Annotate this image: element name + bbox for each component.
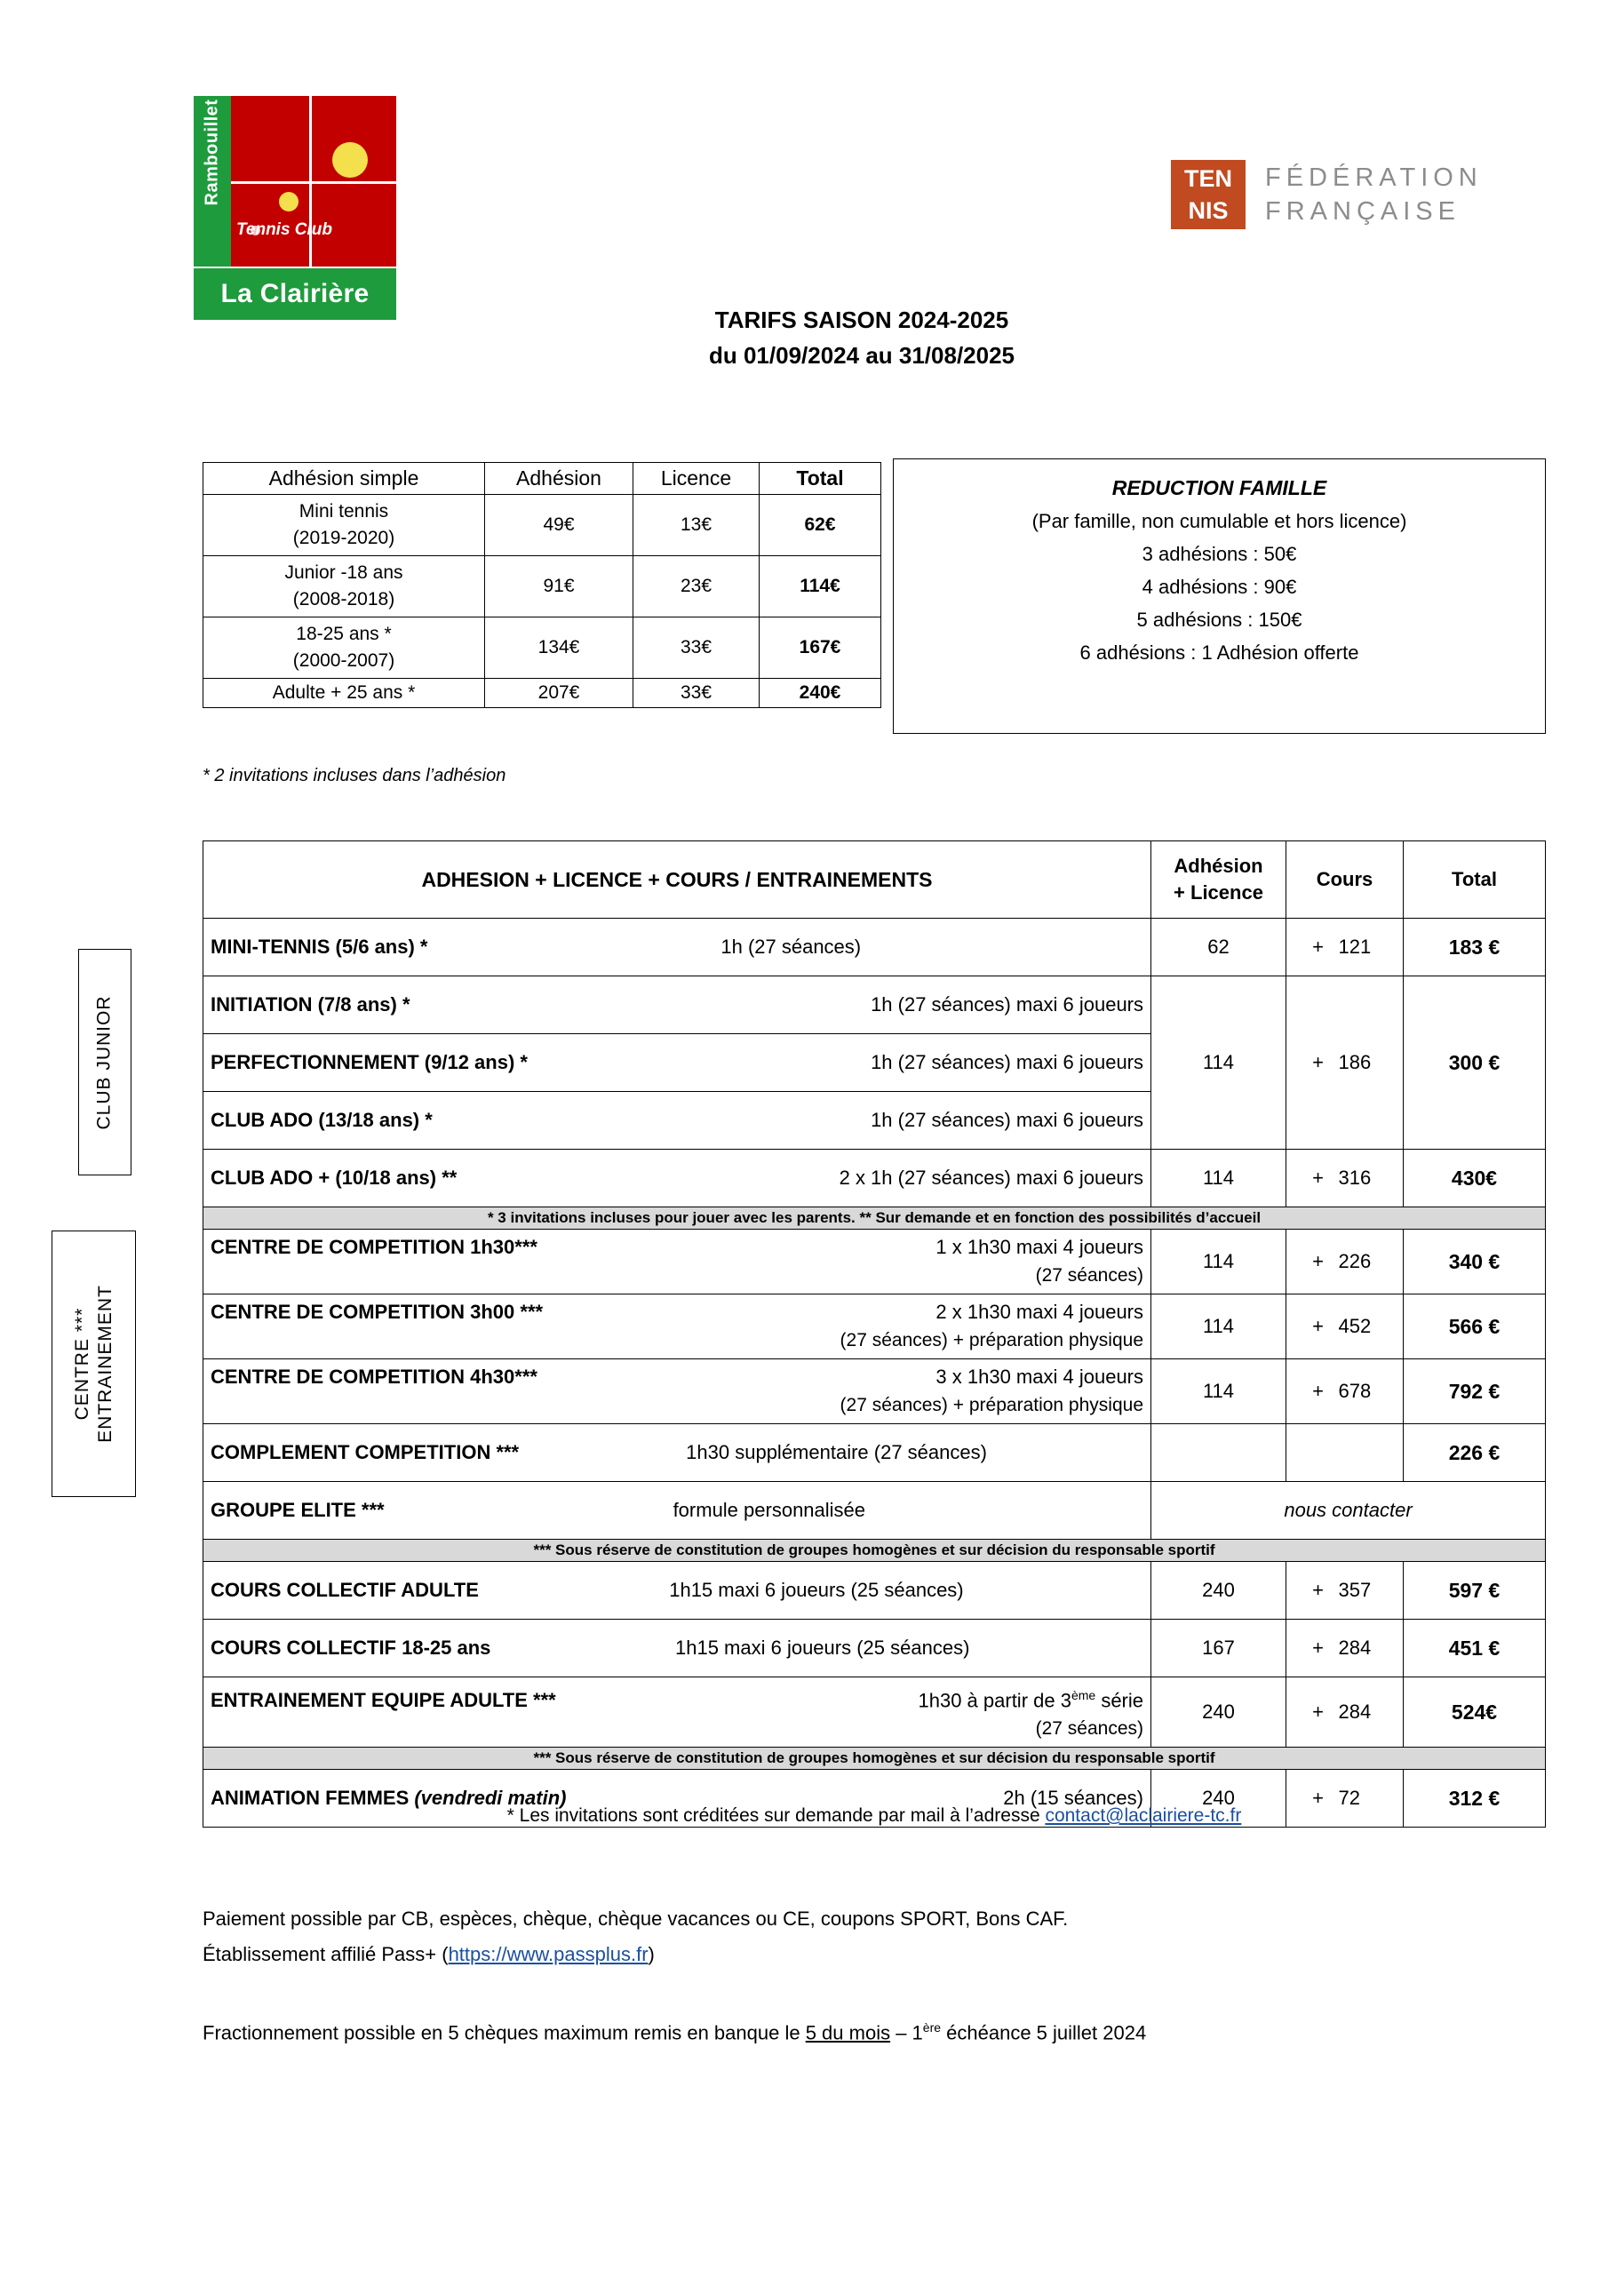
row-detail-line1: 3 x 1h30 maxi 4 joueurs	[935, 1366, 1143, 1388]
cell-adhesion-licence: 240	[1151, 1770, 1286, 1828]
cell-adhesion-licence: 62	[1151, 919, 1286, 976]
row-detail-line1	[919, 1681, 1144, 1715]
cell-total: 240€	[760, 679, 881, 708]
installments-text-a: Fractionnement possible en 5 chèques maximum remis en banque le	[203, 2021, 806, 2044]
family-discount-line-3: 3 adhésions : 50€	[1142, 543, 1297, 565]
cell-cours	[1286, 1150, 1404, 1207]
note-adulte: *** Sous réserve de constitution de groupes homogènes et sur décision du responsable sportif	[203, 1748, 1546, 1770]
cell-adhesion: 134€	[485, 617, 633, 679]
row-detail-line2: (27 séances) + préparation physique	[840, 1330, 1143, 1350]
cours-value: 284	[1338, 1637, 1372, 1659]
cell-cours	[1286, 1230, 1404, 1294]
row-detail: 2 x 1h (27 séances) maxi 6 joueurs	[839, 1167, 1143, 1189]
header-adhesion: Adhésion	[485, 463, 633, 495]
page-title	[382, 302, 1341, 373]
row-cours-collectif-adulte	[203, 1562, 1151, 1620]
fft-logo-text-line1: FÉDÉRATION	[1265, 163, 1483, 192]
cell-cours	[1286, 1359, 1404, 1424]
table-row	[203, 976, 1546, 1034]
header-adhesion-licence-line2: + Licence	[1174, 881, 1263, 904]
installments-text-b: – 1	[890, 2021, 923, 2044]
row-detail: 2h (15 séances)	[1003, 1787, 1143, 1810]
centre-label-line2: ENTRAINEMENT	[94, 1285, 115, 1443]
cell-adhesion: 49€	[485, 495, 633, 556]
installments-line	[203, 2010, 1535, 2051]
cell-adhesion: 207€	[485, 679, 633, 708]
row-detail-line1: 2 x 1h30 maxi 4 joueurs	[935, 1301, 1143, 1323]
cell-total: 167€	[760, 617, 881, 679]
cell-licence: 23€	[633, 556, 760, 617]
cell-adhesion-licence: 114	[1151, 1294, 1286, 1359]
row-label: CENTRE DE COMPETITION 4h30***	[211, 1366, 537, 1388]
row-label-line2: (2019-2020)	[292, 528, 395, 548]
row-label-text: ANIMATION FEMMES	[211, 1787, 415, 1810]
table-row	[203, 1424, 1546, 1482]
fft-logo-text-line2: FRANÇAISE	[1265, 197, 1461, 226]
cell-adhesion-licence: 114	[1151, 1230, 1286, 1294]
row-complement-competition	[203, 1424, 1151, 1482]
cell-cours	[1286, 919, 1404, 976]
cell-adhesion-licence: 114	[1151, 976, 1286, 1150]
installments-superscript: ère	[922, 2020, 942, 2035]
table-row	[203, 495, 881, 556]
centre-label-line1: CENTRE ***	[71, 1307, 92, 1421]
cell-total: 62€	[760, 495, 881, 556]
payment-line-2-prefix: Établissement affilié Pass+ (	[203, 1943, 449, 1965]
fft-logo-mark-line2: NIS	[1188, 197, 1229, 224]
row-club-ado-plus	[203, 1150, 1151, 1207]
cell-cours	[1286, 1424, 1404, 1482]
cell-total: 524€	[1404, 1677, 1546, 1748]
row-perfectionnement	[203, 1034, 1151, 1092]
cell-cours	[1286, 1677, 1404, 1748]
cell-total: 183 €	[1404, 919, 1546, 976]
cell-contact-note: nous contacter	[1151, 1482, 1546, 1540]
payment-line-2	[203, 1937, 1535, 1972]
plus-sign: +	[1312, 1637, 1324, 1659]
cell-total: 566 €	[1404, 1294, 1546, 1359]
tennis-ball-icon	[332, 142, 368, 178]
payment-line-1: Paiement possible par CB, espèces, chèque, chèque vacances ou CE, coupons SPORT, Bons CAF.	[203, 1908, 1069, 1930]
row-label-18-25	[203, 617, 485, 679]
club-logo-court	[194, 96, 396, 267]
header-total: Total	[760, 463, 881, 495]
family-discount-title: REDUCTION FAMILLE	[1111, 476, 1327, 499]
cell-total: 451 €	[1404, 1620, 1546, 1677]
table-header-row	[203, 463, 881, 495]
note-junior: * 3 invitations incluses pour jouer avec les parents. ** Sur demande et en fonction des possibilités d’accueil	[203, 1207, 1546, 1230]
document-header	[0, 0, 1624, 369]
cours-value: 316	[1338, 1167, 1372, 1189]
section-label-centre-entrainement	[52, 1231, 136, 1497]
plus-sign: +	[1312, 1579, 1324, 1601]
row-detail: 1h15 maxi 6 joueurs (25 séances)	[674, 1637, 970, 1659]
table-row	[203, 1482, 1546, 1540]
row-label-line1: Mini tennis	[299, 501, 389, 522]
cell-licence: 13€	[633, 495, 760, 556]
row-cours-collectif-18-25	[203, 1620, 1151, 1677]
table-row	[203, 1562, 1546, 1620]
cell-total: 792 €	[1404, 1359, 1546, 1424]
family-discount-line-6: 6 adhésions : 1 Adhésion offerte	[1079, 641, 1359, 664]
plus-sign: +	[1312, 1787, 1324, 1810]
cell-adhesion-licence: 114	[1151, 1359, 1286, 1424]
table-row	[203, 1230, 1546, 1294]
cours-value: 452	[1338, 1315, 1372, 1337]
passplus-link[interactable]: https://www.passplus.fr	[448, 1943, 649, 1965]
cell-adhesion-licence: 240	[1151, 1562, 1286, 1620]
row-centre-competition-3h00	[203, 1294, 1151, 1359]
row-label-line2: (2000-2007)	[292, 650, 395, 671]
tennis-ball-small-icon	[279, 192, 299, 211]
cell-licence: 33€	[633, 617, 760, 679]
cell-adhesion: 91€	[485, 556, 633, 617]
club-logo-city: Rambouillet	[202, 99, 222, 206]
header-total: Total	[1404, 841, 1546, 919]
cell-total: 430€	[1404, 1150, 1546, 1207]
cours-value: 284	[1338, 1701, 1372, 1724]
row-label: PERFECTIONNEMENT (9/12 ans) *	[211, 1051, 528, 1073]
family-discount-line-4: 4 adhésions : 90€	[1142, 576, 1297, 598]
header-licence: Licence	[633, 463, 760, 495]
section-label-club-junior-text: CLUB JUNIOR	[94, 994, 115, 1130]
row-entrainement-equipe-adulte	[203, 1677, 1151, 1748]
simple-membership-table	[203, 462, 881, 708]
row-detail-line1: 1 x 1h30 maxi 4 joueurs	[935, 1236, 1143, 1258]
cell-cours	[1286, 976, 1404, 1150]
row-detail: 1h (27 séances) maxi 6 joueurs	[871, 1109, 1143, 1131]
simple-table-note: * 2 invitations incluses dans l’adhésion	[203, 766, 506, 785]
row-label-mini-tennis	[203, 495, 485, 556]
row-label: COURS COLLECTIF ADULTE	[211, 1579, 479, 1601]
cell-total: 226 €	[1404, 1424, 1546, 1482]
cell-cours	[1286, 1562, 1404, 1620]
payment-info	[203, 1901, 1535, 2051]
row-label: CENTRE DE COMPETITION 1h30***	[211, 1236, 537, 1258]
row-label: CLUB ADO (13/18 ans) *	[211, 1109, 433, 1131]
cell-total: 300 €	[1404, 976, 1546, 1150]
cours-value: 186	[1338, 1051, 1372, 1073]
detail-superscript: ème	[1071, 1688, 1096, 1702]
table-row	[203, 617, 881, 679]
row-initiation	[203, 976, 1151, 1034]
header-description: ADHESION + LICENCE + COURS / ENTRAINEMENTS	[203, 841, 1151, 919]
plus-sign: +	[1312, 1167, 1324, 1189]
table-row	[203, 679, 881, 708]
court-line-horizontal-icon	[231, 181, 396, 184]
cell-total: 114€	[760, 556, 881, 617]
row-label-note: (vendredi matin)	[414, 1787, 567, 1810]
fft-logo-mark-line1: TEN	[1184, 165, 1232, 192]
table-row	[203, 1620, 1546, 1677]
cell-cours	[1286, 1620, 1404, 1677]
cours-value: 121	[1338, 936, 1372, 958]
cours-value: 357	[1338, 1579, 1372, 1601]
header-adhesion-simple: Adhésion simple	[203, 463, 485, 495]
invitations-footnote	[203, 1805, 1546, 1827]
cell-adhesion-licence: 240	[1151, 1677, 1286, 1748]
plus-sign: +	[1312, 936, 1324, 958]
installments-text-c: échéance 5 juillet 2024	[941, 2021, 1147, 2044]
note-centre: *** Sous réserve de constitution de groupes homogènes et sur décision du responsable sportif	[203, 1540, 1546, 1562]
cell-adhesion-licence: 167	[1151, 1620, 1286, 1677]
fft-logo-mark	[1171, 160, 1246, 229]
row-detail: 1h (27 séances)	[720, 936, 862, 958]
row-detail: formule personnalisée	[673, 1499, 866, 1521]
family-discount-line-5: 5 adhésions : 150€	[1136, 609, 1302, 631]
table-row	[203, 1359, 1546, 1424]
row-mini-tennis	[203, 919, 1151, 976]
row-label: COMPLEMENT COMPETITION ***	[211, 1441, 520, 1463]
cell-adhesion-licence: 114	[1151, 1150, 1286, 1207]
payment-line-2-suffix: )	[648, 1943, 655, 1965]
club-logo	[194, 96, 396, 320]
row-detail-line2: (27 séances)	[1035, 1718, 1143, 1740]
row-label-adulte: Adulte + 25 ans *	[203, 679, 485, 708]
table-row	[203, 556, 881, 617]
header-adhesion-licence	[1151, 841, 1286, 919]
row-label: CENTRE DE COMPETITION 3h00 ***	[211, 1301, 544, 1323]
cell-adhesion-licence	[1151, 1424, 1286, 1482]
row-label-line2: (2008-2018)	[292, 589, 395, 609]
row-centre-competition-1h30	[203, 1230, 1151, 1294]
club-logo-name: La Clairière	[194, 268, 396, 320]
installments-underlined: 5 du mois	[805, 2021, 891, 2044]
section-label-centre-text	[71, 1285, 117, 1443]
row-label: CLUB ADO + (10/18 ans) **	[211, 1167, 458, 1189]
cell-total: 312 €	[1404, 1770, 1546, 1828]
fft-logo	[1171, 160, 1483, 229]
courses-pricing-table	[203, 840, 1546, 1828]
header-adhesion-licence-line1: Adhésion	[1174, 855, 1263, 877]
table-row	[203, 1150, 1546, 1207]
row-detail: 1h (27 séances) maxi 6 joueurs	[871, 1051, 1143, 1073]
row-label-line1: 18-25 ans *	[296, 624, 392, 644]
page-title-line1: TARIFS SAISON 2024-2025	[714, 307, 1009, 333]
plus-sign: +	[1312, 1250, 1324, 1272]
detail-text-b: série	[1095, 1689, 1143, 1712]
club-logo-subtitle: Tennis Club	[236, 220, 333, 239]
family-discount-box	[893, 458, 1546, 734]
table-row	[203, 919, 1546, 976]
cours-value: 678	[1338, 1380, 1372, 1402]
plus-sign: +	[1312, 1315, 1324, 1337]
row-label: MINI-TENNIS (5/6 ans) *	[211, 936, 428, 958]
row-detail: 1h15 maxi 6 joueurs (25 séances)	[669, 1579, 964, 1601]
table-row	[203, 1294, 1546, 1359]
row-label: COURS COLLECTIF 18-25 ans	[211, 1637, 491, 1659]
row-club-ado	[203, 1092, 1151, 1150]
cell-licence: 33€	[633, 679, 760, 708]
row-label: GROUPE ELITE ***	[211, 1499, 385, 1521]
table-note-row	[203, 1748, 1546, 1770]
fft-logo-text	[1265, 161, 1483, 228]
row-detail: 1h (27 séances) maxi 6 joueurs	[871, 993, 1143, 1016]
table-header-row	[203, 841, 1546, 919]
cell-total: 597 €	[1404, 1562, 1546, 1620]
detail-text-a: 1h30 à partir de 3	[918, 1689, 1071, 1712]
page-title-line2: du 01/09/2024 au 31/08/2025	[708, 342, 1015, 369]
cours-value: 226	[1338, 1250, 1372, 1272]
contact-email-link[interactable]: contact@laclairiere-tc.fr	[1045, 1805, 1242, 1826]
header-cours: Cours	[1286, 841, 1404, 919]
family-discount-subtitle: (Par famille, non cumulable et hors licence)	[1031, 510, 1407, 532]
plus-sign: +	[1312, 1380, 1324, 1402]
table-row	[203, 1677, 1546, 1748]
row-groupe-elite	[203, 1482, 1151, 1540]
section-label-club-junior	[78, 949, 131, 1175]
cell-total: 340 €	[1404, 1230, 1546, 1294]
row-centre-competition-4h30	[203, 1359, 1151, 1424]
row-detail-line2: (27 séances) + préparation physique	[840, 1395, 1143, 1415]
row-label: INITIATION (7/8 ans) *	[211, 993, 410, 1016]
cours-value: 72	[1338, 1787, 1360, 1810]
table-note-row	[203, 1207, 1546, 1230]
row-detail-line2: (27 séances)	[1035, 1265, 1143, 1286]
cell-cours	[1286, 1294, 1404, 1359]
table-note-row	[203, 1540, 1546, 1562]
row-label-junior	[203, 556, 485, 617]
invitations-footnote-text: * Les invitations sont créditées sur demande par mail à l’adresse	[506, 1805, 1046, 1826]
plus-sign: +	[1312, 1051, 1324, 1073]
row-detail: 1h30 supplémentaire (27 séances)	[686, 1441, 987, 1463]
row-label: ENTRAINEMENT EQUIPE ADULTE ***	[211, 1689, 556, 1712]
plus-sign: +	[1312, 1701, 1324, 1724]
row-label-line1: Junior -18 ans	[284, 562, 403, 583]
